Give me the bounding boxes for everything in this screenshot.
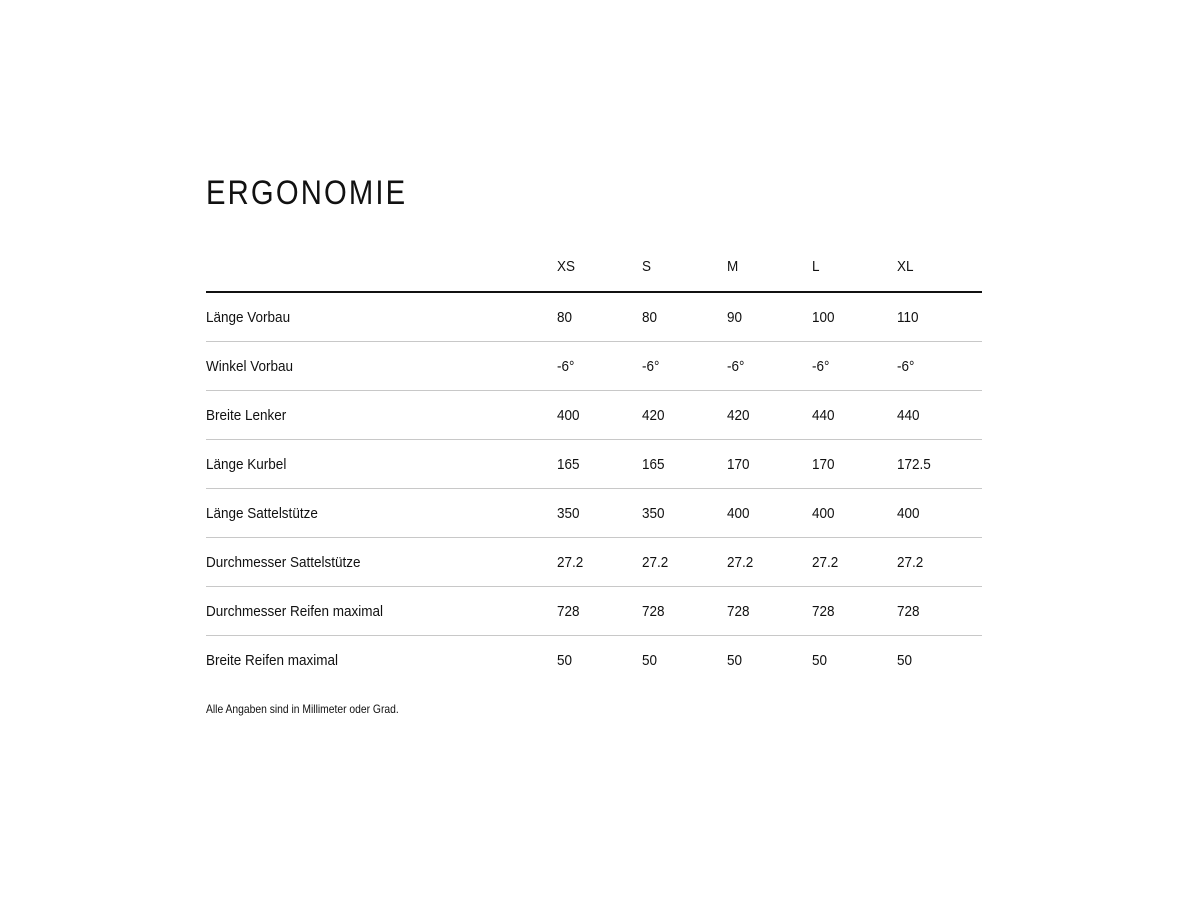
column-header-label: XS <box>557 258 576 275</box>
row-label-cell <box>206 636 557 685</box>
cell-value: 27.2 <box>557 553 584 571</box>
table-row <box>206 342 982 391</box>
column-header-label: L <box>812 258 820 275</box>
cell-value: -6° <box>557 357 575 375</box>
value-cell <box>812 636 897 685</box>
cell-value: 27.2 <box>727 553 754 571</box>
row-label: Durchmesser Reifen maximal <box>206 602 384 620</box>
value-cell <box>557 587 642 636</box>
value-cell <box>557 292 642 342</box>
column-header-label: XL <box>897 258 914 275</box>
value-cell <box>727 342 812 391</box>
row-label: Durchmesser Sattelstütze <box>206 553 361 571</box>
value-cell <box>812 292 897 342</box>
cell-value: 172.5 <box>897 455 931 473</box>
value-cell <box>727 538 812 587</box>
cell-value: -6° <box>812 357 830 375</box>
value-cell <box>557 538 642 587</box>
cell-value: 420 <box>642 406 665 424</box>
value-cell <box>727 440 812 489</box>
cell-value: 80 <box>557 308 573 326</box>
cell-value: 400 <box>727 504 750 522</box>
cell-value: 165 <box>642 455 665 473</box>
cell-value: 27.2 <box>897 553 924 571</box>
column-header-s <box>642 242 727 292</box>
table-row <box>206 587 982 636</box>
column-header-m <box>727 242 812 292</box>
cell-value: 728 <box>727 602 750 620</box>
value-cell <box>812 391 897 440</box>
value-cell <box>642 342 727 391</box>
column-header-xl <box>897 242 982 292</box>
row-label: Winkel Vorbau <box>206 357 294 375</box>
cell-value: 50 <box>897 651 913 669</box>
cell-value: 400 <box>557 406 580 424</box>
row-label-cell <box>206 391 557 440</box>
cell-value: 170 <box>727 455 750 473</box>
value-cell <box>642 538 727 587</box>
cell-value: 110 <box>897 308 919 326</box>
value-cell <box>642 587 727 636</box>
cell-value: 165 <box>557 455 580 473</box>
column-header-l <box>812 242 897 292</box>
cell-value: 728 <box>897 602 920 620</box>
value-cell <box>557 342 642 391</box>
cell-value: 27.2 <box>642 553 669 571</box>
cell-value: 170 <box>812 455 835 473</box>
ergonomics-table <box>206 242 982 684</box>
row-label-cell <box>206 587 557 636</box>
value-cell <box>897 342 982 391</box>
row-label-cell <box>206 292 557 342</box>
cell-value: 728 <box>642 602 665 620</box>
value-cell <box>642 292 727 342</box>
value-cell <box>727 292 812 342</box>
row-label: Länge Sattelstütze <box>206 504 318 522</box>
value-cell <box>812 440 897 489</box>
cell-value: 420 <box>727 406 750 424</box>
cell-value: 400 <box>812 504 835 522</box>
row-label-cell <box>206 489 557 538</box>
value-cell <box>727 391 812 440</box>
value-cell <box>897 636 982 685</box>
header-empty-cell <box>206 242 557 292</box>
row-label-cell <box>206 440 557 489</box>
cell-value: 728 <box>557 602 580 620</box>
cell-value: 50 <box>727 651 743 669</box>
row-label: Breite Lenker <box>206 406 287 424</box>
cell-value: 350 <box>557 504 580 522</box>
cell-value: 50 <box>812 651 828 669</box>
value-cell <box>897 440 982 489</box>
cell-value: -6° <box>642 357 660 375</box>
row-label: Länge Kurbel <box>206 455 287 473</box>
table-row <box>206 440 982 489</box>
value-cell <box>812 587 897 636</box>
value-cell <box>557 391 642 440</box>
value-cell <box>642 440 727 489</box>
value-cell <box>557 489 642 538</box>
row-label: Breite Reifen maximal <box>206 651 339 669</box>
cell-value: -6° <box>727 357 745 375</box>
column-header-label: M <box>727 258 739 275</box>
value-cell <box>812 489 897 538</box>
value-cell <box>812 538 897 587</box>
value-cell <box>812 342 897 391</box>
table-row <box>206 489 982 538</box>
ergonomics-section <box>206 170 982 669</box>
value-cell <box>897 538 982 587</box>
cell-value: 400 <box>897 504 920 522</box>
row-label: Länge Vorbau <box>206 308 291 326</box>
value-cell <box>897 587 982 636</box>
cell-value: 440 <box>812 406 835 424</box>
units-footnote: Alle Angaben sind in Millimeter oder Grad. <box>206 702 399 716</box>
table-row <box>206 391 982 440</box>
value-cell <box>557 636 642 685</box>
table-row <box>206 538 982 587</box>
row-label-cell <box>206 342 557 391</box>
cell-value: 90 <box>727 308 743 326</box>
table-header-row <box>206 242 982 292</box>
value-cell <box>727 636 812 685</box>
row-label-cell <box>206 538 557 587</box>
value-cell <box>557 440 642 489</box>
value-cell <box>897 391 982 440</box>
cell-value: 728 <box>812 602 835 620</box>
value-cell <box>727 489 812 538</box>
value-cell <box>642 391 727 440</box>
cell-value: -6° <box>897 357 915 375</box>
section-title: ERGONOMIE <box>206 174 408 212</box>
value-cell <box>897 292 982 342</box>
value-cell <box>727 587 812 636</box>
column-header-label: S <box>642 258 652 275</box>
column-header-xs <box>557 242 642 292</box>
table-row <box>206 636 982 685</box>
table-row <box>206 292 982 342</box>
value-cell <box>642 489 727 538</box>
cell-value: 80 <box>642 308 658 326</box>
cell-value: 440 <box>897 406 920 424</box>
cell-value: 50 <box>642 651 658 669</box>
value-cell <box>897 489 982 538</box>
cell-value: 50 <box>557 651 573 669</box>
value-cell <box>642 636 727 685</box>
cell-value: 27.2 <box>812 553 839 571</box>
cell-value: 350 <box>642 504 665 522</box>
cell-value: 100 <box>812 308 835 326</box>
